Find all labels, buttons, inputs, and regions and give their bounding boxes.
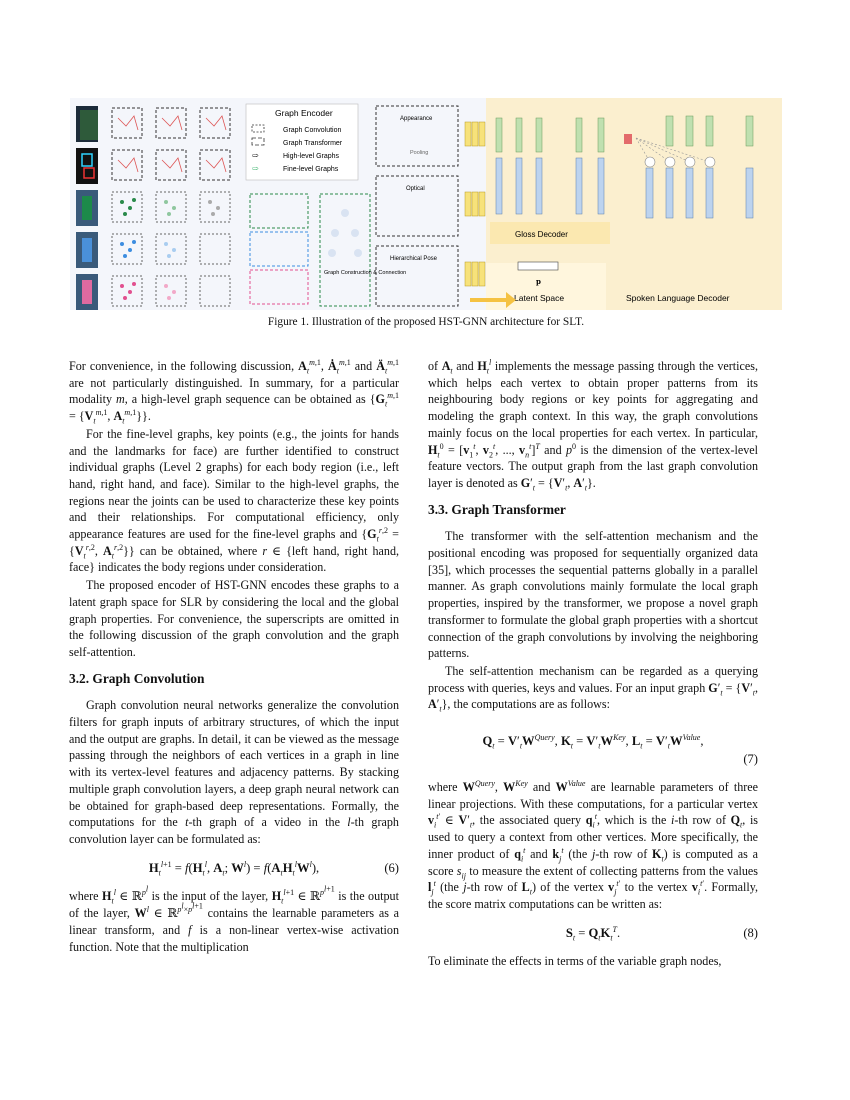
equation-6: $H_t^{l+1} = f(H_t^l$, $A_t$; $W^l) = f(A_tH_t^lW^l)$, (6) (148, 859, 399, 878)
equation-8: $S_t = Q_tK_t^T$. (8) (565, 924, 758, 943)
equation-6-number: (6) (384, 860, 399, 875)
optical-label: Optical (406, 186, 425, 192)
right-column (428, 358, 758, 971)
left-paragraph-2: For the fine-level graphs, key points (e.g., the joints for hands and the landmarks for face) are further identified to construct individual graphs (Level 2 graphs) for each body region (i.e., left hand, right hand, and face). Similar to the high-level graphs, the regions near the joints can be used to characterize these key points and their relationships. For computational efficiency, only appearance features are used for the fine-level graphs and {$G_t^{r,2} = \{V_t^{r,2}$, $A_t^{r,2}$}} can be obtained, where r ∈ {left hand, right hand, face} indicates the body regions under consideration. (69, 426, 400, 575)
legend-item-fine: Fine-level Graphs (283, 166, 339, 173)
section-heading-graph-convolution: 3.2. Graph Convolution (69, 670, 205, 686)
left-paragraph-3: The proposed encoder of HST-GNN encodes these graphs to a latent graph space for SLR by considering the local and the global graph properties. For convenience, the superscripts are omitted in the following discussion of the graph convolution and the graph self-attention. (69, 578, 399, 659)
pooling-label: Pooling (410, 150, 429, 156)
legend-arrow-green-icon: ⇨ (252, 164, 259, 173)
left-paragraph-5: where $H_t^l$ ∈ ℝ$^{p^l}$ is the input of the layer, $H_t^{l+1}$ ∈ ℝ$^{p^{l+1}}$ is the output of the layer, $W^l$ ∈ ℝ$^{p^l\times p^{l+1}}$ contains the learnable parameters as a linear transform, and f is a non-linear vertex-wise activation function. Note that the multiplication (69, 884, 399, 954)
video-frames (76, 106, 98, 310)
latent-space-label: Latent Space (514, 293, 565, 303)
legend-title: Graph Encoder (275, 108, 333, 118)
right-paragraph-5: To eliminate the effects in terms of the variable graph nodes, (428, 954, 722, 969)
right-paragraph-4: where $W^{Query}$, $W^{Key}$ and $W^{Value}$ are learnable parameters of three linear projections. With these computations, for a particular vertex $v_i^{t'}$ ∈ $V'_t$, the associated query $q_i^t$, which is the i-th row of $Q_t$, is used to query a context from other vertices. More specifically, the inner product of $q_i^t$ and $k_j^t$ (the j-th row of $K_t$) is computed as a score $s_{ij}$ to measure the extent of collecting patterns from the values $l_j^t$ (the j-th row of $L_t$) of the vertex $v_j^{t'}$ to the vertex $v_i^{t'}$. Formally, the score matrix computations can be written as: (428, 779, 759, 911)
appearance-label: Appearance (400, 116, 433, 122)
legend-item-conv: Graph Convolution (283, 127, 342, 134)
latent-vector-label: p (536, 277, 541, 286)
legend-arrow-icon: ⇨ (252, 151, 259, 160)
right-paragraph-1: of $A_t$ and $H_t^l$ implements the message passing through the vertices, which helps each vertex to obtain proper patterns from its neighbouring body regions or key points for aggregating and modeling the graph context. In this way, the graph convolutions mainly focus on the local properties for each vertex. In particular, $H_t^0 = [v_1^t$, $v_2^t$, ..., $v_n^t]^T$ and $p^0$ is the dimension of the vertex-level feature vectors. The output graph from the last graph convolution layer is denoted as $G'_t = \{V'_t$, $A'_t$}. (428, 357, 759, 493)
gloss-decoder-label: Gloss Decoder (515, 230, 568, 239)
legend-item-transformer: Graph Transformer (283, 140, 343, 147)
graph-construction-label: Graph Construction & Connection (324, 270, 407, 276)
pose-label: Hierarchical Pose (390, 256, 438, 262)
equation-7: $Q_t = V'_tW^{Query}$, $K_t = V'_tW^{Key}$, $L_t = V'_tW^{Value}$, (7) (482, 732, 758, 767)
section-heading-graph-transformer: 3.3. Graph Transformer (428, 501, 566, 517)
right-paragraph-2: The transformer with the self-attention mechanism and the positional encoding was proposed for sequentially organized data [35], which processes the sequential patterns globally in a parallel manner. As graph convolutions mainly formulate the local graph properties, inspired by the transformer, we propose a novel graph transformer to formulate the global graph properties with a shortcut connection of the graph convolutions by involving the neighboring patterns. (428, 529, 758, 661)
architecture-figure (70, 98, 782, 310)
right-paragraph-3: The self-attention mechanism can be regarded as a querying process with queries, keys and values. For an input graph $G'_t = \{V'_t$, $A'_t$}, the computations are as follows: (428, 663, 758, 714)
left-column (69, 358, 399, 956)
equation-7-number: (7) (743, 752, 758, 767)
architecture-diagram (70, 98, 782, 310)
legend-item-high: High-level Graphs (283, 153, 340, 160)
legend (246, 104, 358, 180)
left-paragraph-4: Graph convolution neural networks generalize the convolution filters for graph inputs of arbitrary structures, of which the input and the output are graphs. In detail, it can be viewed as the message passing through the neighbors of each vertices in a graph in line with its vertex-level features and adjacency patterns. By stacking multiple graph convolution layers, a deep graph neural network can be obtained for graph-based deep representations. Formally, the computations for the t-th graph of a video in the l-th graph convolution layer can be formulated as: (69, 698, 399, 846)
equation-8-number: (8) (743, 925, 758, 940)
spoken-decoder-label: Spoken Language Decoder (626, 293, 730, 303)
figure-caption: Figure 1. Illustration of the proposed HST-GNN architecture for SLT. (267, 316, 585, 328)
left-paragraph-1: For convenience, in the following discussion, $A_t^{m,1}$, $Ȧ_t^{m,1}$ and $Ä_t^{m,1}$ are not particularly distinguished. In summary, for a particular modality m, a high-level graph sequence can be obtained as {$G_t^{m,1} = \{V_t^{m,1}$, $A_t^{m,1}$}}. (69, 357, 400, 426)
